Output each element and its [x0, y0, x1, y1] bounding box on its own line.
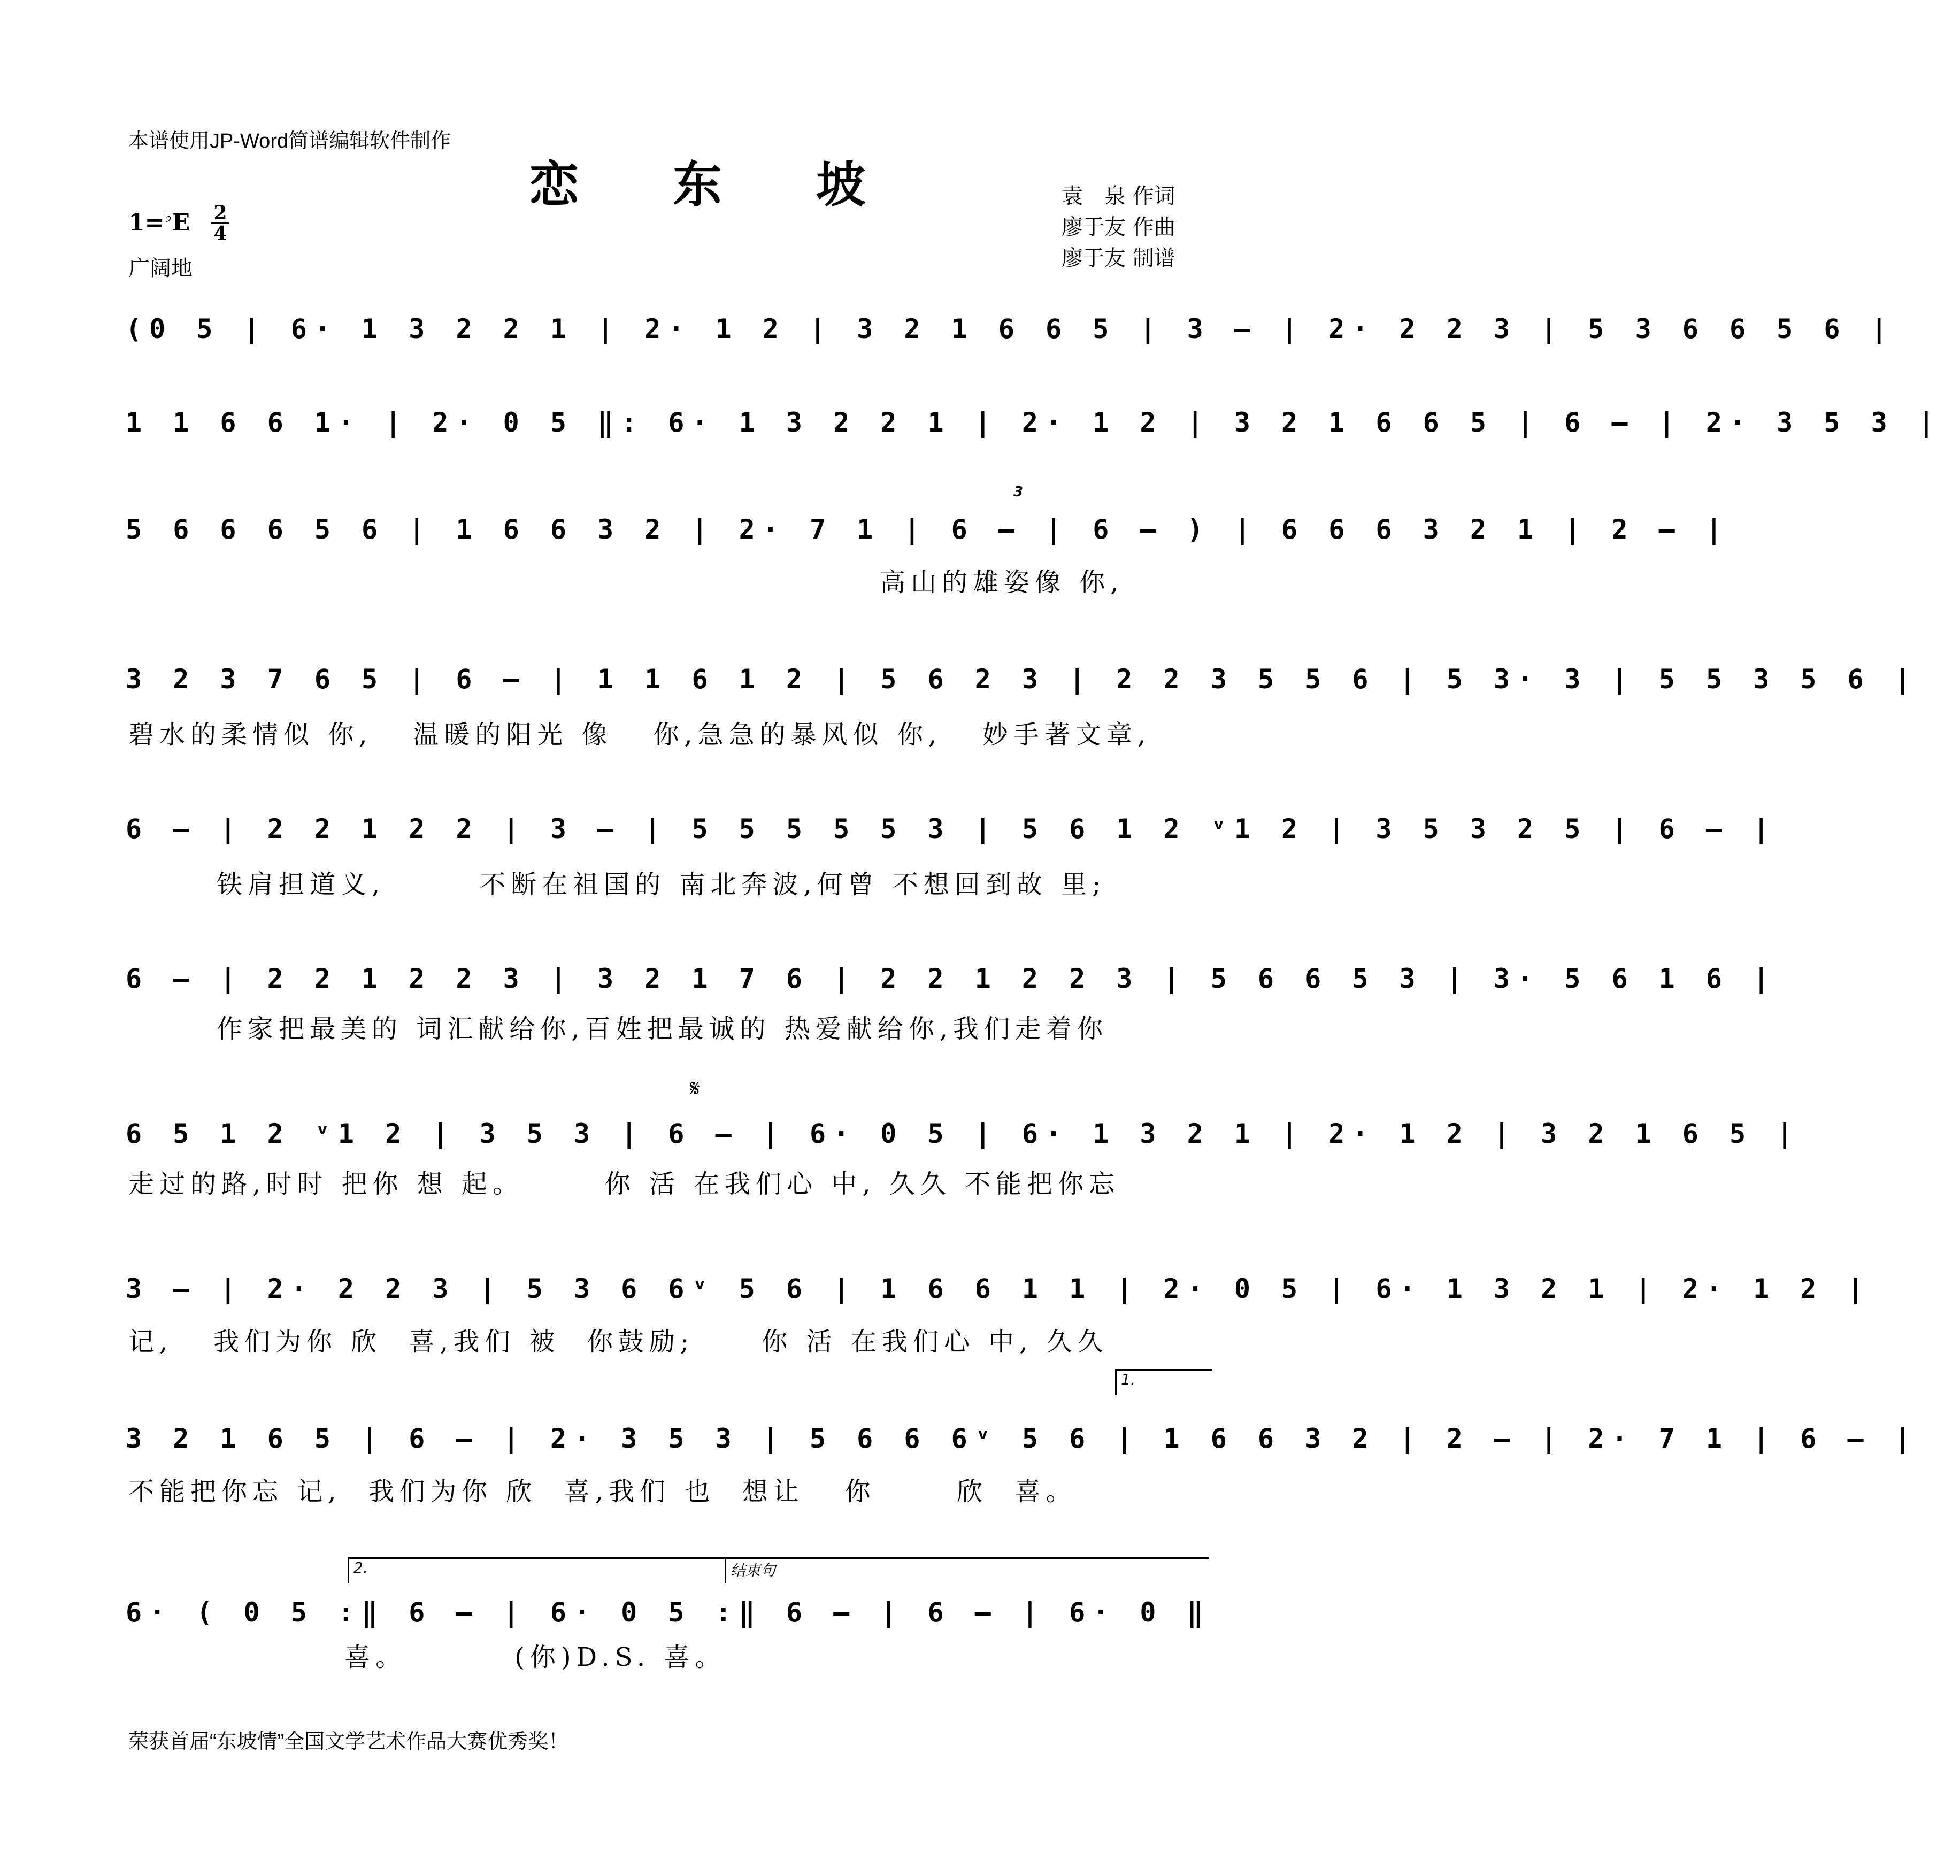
tempo-marking: 广阔地: [128, 256, 193, 281]
song-title: 恋 东 坡: [529, 156, 904, 213]
ending-label: 结束句: [731, 1562, 776, 1579]
time-numerator: 2: [211, 203, 229, 224]
lyric-row: 铁肩担道义, 不断在祖国的 南北奔波,何曾 不想回到故 里;: [217, 870, 1106, 899]
triplet-mark: 3: [1013, 484, 1024, 500]
time-denominator: 4: [213, 222, 227, 245]
composer-credit: 廖于友 作曲: [1062, 215, 1175, 240]
notation-row: 6 – | 2 2 1 2 2 | 3 – | 5 5 5 5 5 3 | 5 6 1 2 ᵛ1 2 | 3 5 3 2 5 | 6 – |: [126, 813, 1777, 844]
segno-sign: 𝄋: [690, 1075, 700, 1102]
notation-row: 5 6 6 6 5 6 | 1 6 6 3 2 | 2· 7 1 | 6 – | 6 – ) | 6 6 6 3 2 1 | 2 – |: [126, 514, 1730, 545]
volta-label: 1.: [1121, 1371, 1135, 1388]
notation-row: 3 2 1 6 5 | 6 – | 2· 3 5 3 | 5 6 6 6ᵛ 5 6 | 1 6 6 3 2 | 2 – | 2· 7 1 | 6 – |: [126, 1423, 1918, 1454]
volta-label: 2.: [353, 1559, 368, 1577]
time-signature: [211, 203, 229, 243]
key-prefix: 1=: [128, 209, 165, 236]
lyricist-credit: 袁 泉 作词: [1062, 184, 1175, 209]
lyric-row: 作家把最美的 词汇献给你,百姓把最诚的 热爱献给你,我们走着你: [217, 1014, 1109, 1044]
transcriber-credit: 廖于友 制谱: [1062, 246, 1175, 271]
volta-second-ending: [348, 1557, 728, 1583]
lyric-row: 记, 我们为你 欣 喜,我们 被 你鼓励; 你 活 在我们心 中, 久久: [128, 1327, 1109, 1357]
lyric-row: 高山的雄姿像 你,: [880, 567, 1124, 597]
key-letter: E: [172, 209, 190, 236]
key-signature: [128, 207, 190, 236]
notation-row: (0 5 | 6· 1 3 2 2 1 | 2· 1 2 | 3 2 1 6 6 5 | 3 – | 2· 2 2 3 | 5 3 6 6 5 6 |: [126, 313, 1895, 344]
notation-row: 6 – | 2 2 1 2 2 3 | 3 2 1 7 6 | 2 2 1 2 2 3 | 5 6 6 5 3 | 3· 5 6 1 6 |: [126, 963, 1777, 994]
volta-first-ending: [1115, 1369, 1212, 1395]
lyric-row: 喜。 (你)D.S. 喜。: [128, 1642, 726, 1672]
notation-row: 3 2 3 7 6 5 | 6 – | 1 1 6 1 2 | 5 6 2 3 | 2 2 3 5 5 6 | 5 3· 3 | 5 5 3 5 6 |: [126, 664, 1918, 695]
notation-row: 3 – | 2· 2 2 3 | 5 3 6 6ᵛ 5 6 | 1 6 6 1 1 | 2· 0 5 | 6· 1 3 2 1 | 2· 1 2 |: [126, 1273, 1871, 1304]
software-credit: 本谱使用JP-Word简谱编辑软件制作: [128, 130, 451, 152]
lyric-row: 不能把你忘 记, 我们为你 欣 喜,我们 也 想让 你 欣 喜。: [128, 1477, 1077, 1506]
flat-sign: ♭: [164, 207, 172, 226]
lyric-row: 碧水的柔情似 你, 温暖的阳光 像 你,急急的暴风似 你, 妙手著文章,: [128, 720, 1151, 750]
lyric-row: 走过的路,时时 把你 想 起。 你 活 在我们心 中, 久久 不能把你忘: [128, 1169, 1120, 1199]
award-note: 荣获首届“东坡情”全国文学艺术作品大赛优秀奖！: [128, 1731, 569, 1753]
notation-row: 1 1 6 6 1· | 2· 0 5 ‖: 6· 1 3 2 2 1 | 2· 1 2 | 3 2 1 6 6 5 | 6 – | 2· 3 5 3 |: [126, 407, 1942, 438]
notation-row: 6 5 1 2 ᵛ1 2 | 3 5 3 | 6 – | 6· 0 5 | 6· 1 3 2 1 | 2· 1 2 | 3 2 1 6 5 |: [126, 1118, 1801, 1149]
coda-ending: [725, 1557, 1209, 1583]
notation-row: 6· ( 0 5 :‖ 6 – | 6· 0 5 :‖ 6 – | 6 – | 6· 0 ‖: [126, 1597, 1211, 1628]
